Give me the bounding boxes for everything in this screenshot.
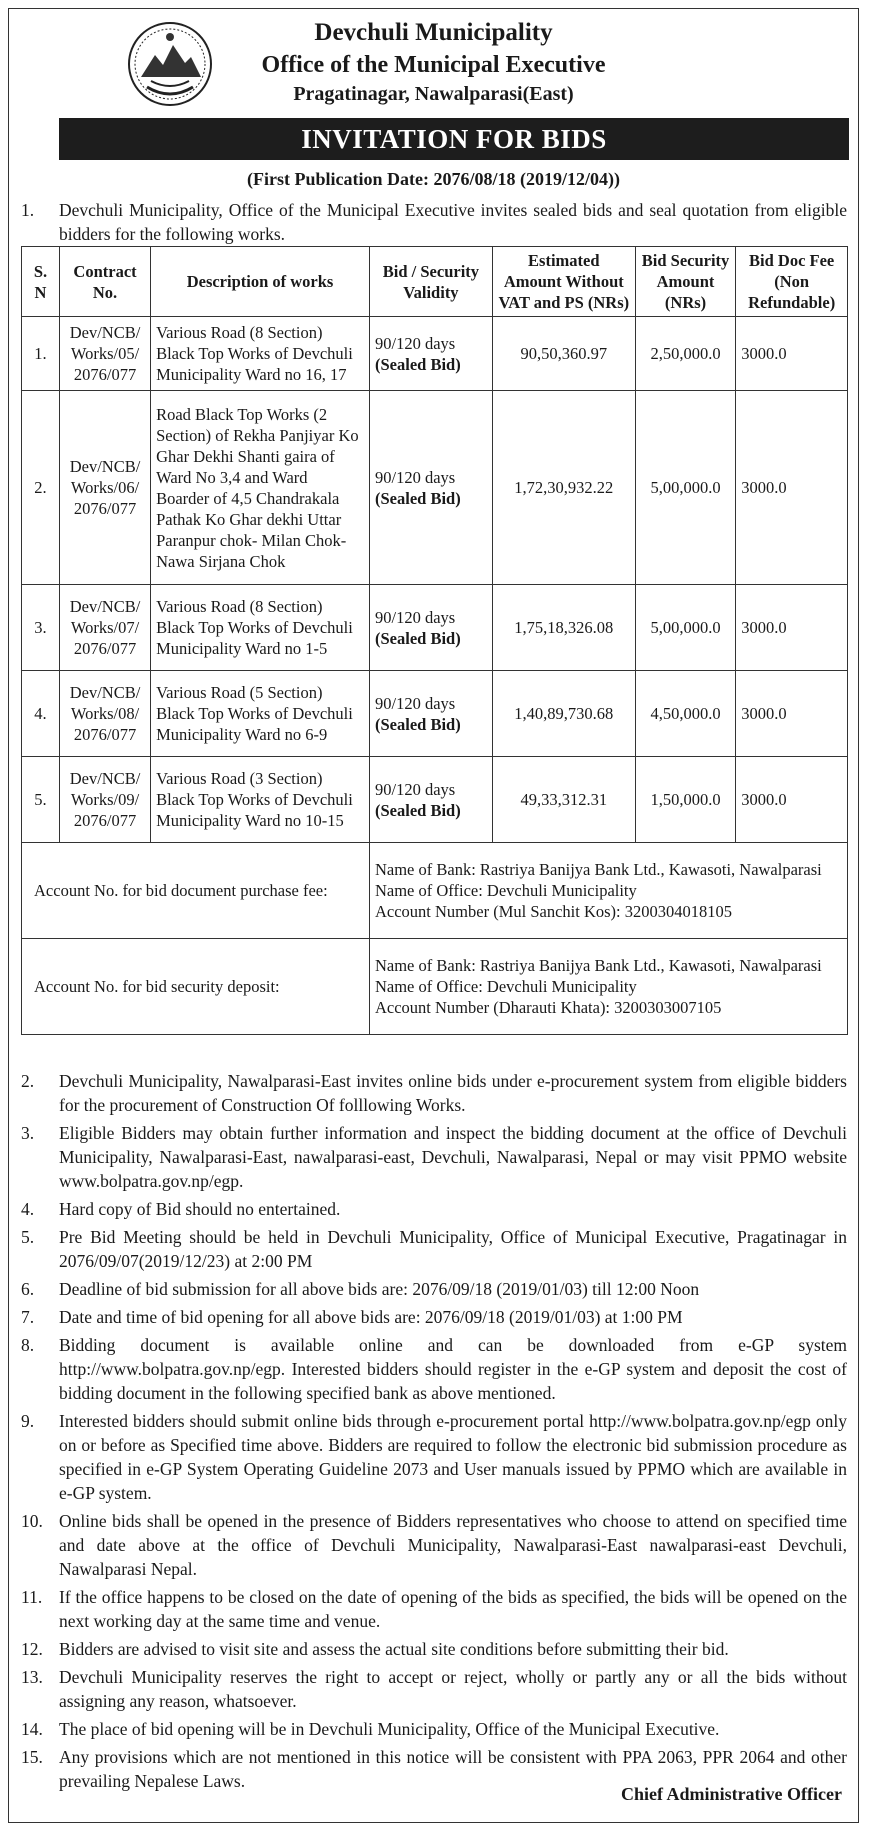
- item-text: Online bids shall be opened in the presence of Bidders representatives who choose to attend on specified time and date above at the office of Devchuli Municipality, Nawalparasi-East nawalparasi-east Devchuli, Nawalparasi Nepal.: [59, 1511, 847, 1579]
- cell-security: 1,50,000.0: [635, 757, 736, 843]
- item-text: Devchuli Municipality, Nawalparasi-East invites online bids under e-procurement system from eligible bidders for the procurement of Construction Of folllowing Works.: [59, 1071, 847, 1115]
- cell-description: Road Black Top Works (2 Section) of Rekha Panjiyar Ko Ghar Dekhi Shanti gaira of Ward No 3,4 and Ward Boarder of 4,5 Chandrakala Pathak Ko Ghar dekhi Uttar Paranpur chok- Milan Chok- Nawa Sirjana Chok: [151, 391, 370, 585]
- list-item: [21, 1637, 847, 1661]
- item-number: 1.: [21, 200, 35, 220]
- header-sn: S. N: [22, 247, 60, 317]
- cell-fee: 3000.0: [736, 391, 848, 585]
- cell-security: 5,00,000.0: [635, 391, 736, 585]
- cell-contract: Dev/NCB/ Works/07/ 2076/077: [59, 585, 150, 671]
- list-item: [21, 1277, 847, 1301]
- account-number: Account Number (Dharauti Khata): 3200303007105: [374, 998, 722, 1017]
- cell-fee: 3000.0: [736, 757, 848, 843]
- account-fee-label: Account No. for bid document purchase fee:: [22, 843, 370, 939]
- account-security-details: [369, 939, 847, 1035]
- bank-name: Name of Bank: Rastriya Banijya Bank Ltd., Kawasoti, Nawalparasi: [374, 860, 822, 879]
- item-number: 8.: [21, 1335, 35, 1355]
- cell-contract: Dev/NCB/ Works/06/ 2076/077: [59, 391, 150, 585]
- list-item: [21, 1225, 847, 1273]
- item-text: Pre Bid Meeting should be held in Devchuli Municipality, Office of Municipal Executive, Pragatinagar in 2076/09/07(2019/12/23) at 2:00 PM: [59, 1227, 847, 1271]
- item-text: If the office happens to be closed on the date of opening of the bids as specified, the bids will be opened on the next working day at the same time and venue.: [59, 1587, 847, 1631]
- cell-description: Various Road (8 Section) Black Top Works of Devchuli Municipality Ward no 16, 17: [151, 317, 370, 391]
- table-row: [22, 757, 848, 843]
- validity-days: 90/120 days: [374, 467, 456, 487]
- cell-amount: 1,75,18,326.08: [492, 585, 635, 671]
- cell-contract: Dev/NCB/ Works/05/ 2076/077: [59, 317, 150, 391]
- cell-sn: 3.: [22, 585, 60, 671]
- list-item: [21, 1409, 847, 1505]
- item-number: 13.: [21, 1667, 43, 1687]
- item-text: Devchuli Municipality reserves the right to accept or reject, wholly or partly any or all the bids without assigning any reason, whatsoever.: [59, 1667, 847, 1711]
- cell-sn: 1.: [22, 317, 60, 391]
- item-text: Bidding document is available online and can be downloaded from e-GP system http://www.bolpatra.gov.np/egp. Interested bidders should register in the e-GP system and deposit the cost of bidding document in the following specified bank as above mentioned.: [59, 1335, 847, 1403]
- item-number: 14.: [21, 1719, 43, 1739]
- office-name-line: Name of Office: Devchuli Municipality: [374, 977, 637, 996]
- sealed-bid-label: (Sealed Bid): [374, 800, 461, 820]
- header-validity: Bid / Security Validity: [369, 247, 492, 317]
- header-doc-fee: Bid Doc Fee (Non Refundable): [736, 247, 848, 317]
- item-text: Date and time of bid opening for all above bids are: 2076/09/18 (2019/01/03) at 1:00 PM: [59, 1307, 683, 1327]
- cell-validity: [369, 585, 492, 671]
- org-name: Devchuli Municipality: [314, 19, 553, 46]
- list-item: [21, 1305, 847, 1329]
- item-text: Hard copy of Bid should no entertained.: [59, 1199, 341, 1219]
- list-item: [21, 1717, 847, 1741]
- cell-fee: 3000.0: [736, 671, 848, 757]
- table-row: [22, 391, 848, 585]
- list-item: [21, 1665, 847, 1713]
- cell-sn: 2.: [22, 391, 60, 585]
- notice-title-banner: INVITATION FOR BIDS: [59, 118, 849, 160]
- item-text: Bidders are advised to visit site and assess the actual site conditions before submitting their bid.: [59, 1639, 729, 1659]
- account-fee-details: [369, 843, 847, 939]
- bids-table: [21, 246, 848, 1035]
- cell-security: 5,00,000.0: [635, 585, 736, 671]
- cell-amount: 1,40,89,730.68: [492, 671, 635, 757]
- list-item-intro: [21, 198, 847, 246]
- list-item: [21, 1509, 847, 1581]
- header-estimated-amount: Estimated Amount Without VAT and PS (NRs): [492, 247, 635, 317]
- item-text: Interested bidders should submit online bids through e-procurement portal http://www.bolpatra.gov.np/egp only on or before as Specified time above. Bidders are required to follow the electronic bid submission procedure as specified in e-GP System Operating Guideline 2073 and User manuals issued by PPMO which are available in e-GP system.: [59, 1411, 847, 1503]
- cell-sn: 4.: [22, 671, 60, 757]
- sealed-bid-label: (Sealed Bid): [374, 488, 461, 508]
- cell-amount: 90,50,360.97: [492, 317, 635, 391]
- letterhead: [9, 9, 858, 109]
- office-name-line: Name of Office: Devchuli Municipality: [374, 881, 637, 900]
- item-text: Eligible Bidders may obtain further information and inspect the bidding document at the office of Devchuli Municipality, Nawalparasi-East, nawalparasi-east, Devchuli, Nawalparasi, Nepal or may visit PPMO website www.bolpatra.gov.np/egp.: [59, 1123, 847, 1191]
- cell-validity: [369, 317, 492, 391]
- account-security-label: Account No. for bid security deposit:: [22, 939, 370, 1035]
- cell-validity: [369, 671, 492, 757]
- validity-days: 90/120 days: [374, 607, 456, 627]
- cell-contract: Dev/NCB/ Works/08/ 2076/077: [59, 671, 150, 757]
- header-description: Description of works: [151, 247, 370, 317]
- item-number: 15.: [21, 1747, 43, 1767]
- sealed-bid-label: (Sealed Bid): [374, 628, 461, 648]
- cell-security: 2,50,000.0: [635, 317, 736, 391]
- table-header-row: [22, 247, 848, 317]
- cell-security: 4,50,000.0: [635, 671, 736, 757]
- cell-description: Various Road (8 Section) Black Top Works of Devchuli Municipality Ward no 1-5: [151, 585, 370, 671]
- signatory-title: Chief Administrative Officer: [621, 1784, 842, 1804]
- publication-date: (First Publication Date: 2076/08/18 (2019/12/04)): [247, 169, 620, 189]
- item-text: Any provisions which are not mentioned in this notice will be consistent with PPA 2063, PPR 2064 and other prevailing Nepalese Laws.: [59, 1747, 847, 1791]
- office-name: Office of the Municipal Executive: [261, 52, 606, 78]
- item-text: Deadline of bid submission for all above bids are: 2076/09/18 (2019/01/03) till 12:00 Noon: [59, 1279, 700, 1299]
- cell-amount: 49,33,312.31: [492, 757, 635, 843]
- item-number: 2.: [21, 1071, 35, 1091]
- item-number: 12.: [21, 1639, 43, 1659]
- list-item: [21, 1333, 847, 1405]
- notice-page: [8, 8, 859, 1823]
- account-number: Account Number (Mul Sanchit Kos): 3200304018105: [374, 902, 732, 921]
- list-item: [21, 1069, 847, 1117]
- bank-name: Name of Bank: Rastriya Banijya Bank Ltd., Kawasoti, Nawalparasi: [374, 956, 822, 975]
- item-number: 7.: [21, 1307, 35, 1327]
- sealed-bid-label: (Sealed Bid): [374, 354, 461, 374]
- validity-days: 90/120 days: [374, 333, 456, 353]
- item-number: 5.: [21, 1227, 35, 1247]
- list-item: [21, 1197, 847, 1221]
- table-row: [22, 585, 848, 671]
- validity-days: 90/120 days: [374, 693, 456, 713]
- list-item: [21, 1121, 847, 1193]
- sealed-bid-label: (Sealed Bid): [374, 714, 461, 734]
- cell-contract: Dev/NCB/ Works/09/ 2076/077: [59, 757, 150, 843]
- item-number: 4.: [21, 1199, 35, 1219]
- cell-description: Various Road (3 Section) Black Top Works of Devchuli Municipality Ward no 10-15: [151, 757, 370, 843]
- account-row-fee: [22, 843, 848, 939]
- cell-fee: 3000.0: [736, 317, 848, 391]
- cell-amount: 1,72,30,932.22: [492, 391, 635, 585]
- cell-sn: 5.: [22, 757, 60, 843]
- cell-fee: 3000.0: [736, 585, 848, 671]
- account-row-security: [22, 939, 848, 1035]
- header-contract: Contract No.: [59, 247, 150, 317]
- item-number: 10.: [21, 1511, 43, 1531]
- cell-validity: [369, 391, 492, 585]
- table-row: [22, 671, 848, 757]
- item-number: 11.: [21, 1587, 43, 1607]
- cell-validity: [369, 757, 492, 843]
- office-address: Pragatinagar, Nawalparasi(East): [293, 83, 574, 105]
- item-number: 6.: [21, 1279, 35, 1299]
- item-number: 3.: [21, 1123, 35, 1143]
- header-bid-security: Bid Security Amount (NRs): [635, 247, 736, 317]
- item-number: 9.: [21, 1411, 35, 1431]
- list-item: [21, 1585, 847, 1633]
- item-text: Devchuli Municipality, Office of the Municipal Executive invites sealed bids and seal quotation from eligible bidders for the following works.: [59, 200, 847, 244]
- table-row: [22, 317, 848, 391]
- cell-description: Various Road (5 Section) Black Top Works of Devchuli Municipality Ward no 6-9: [151, 671, 370, 757]
- item-text: The place of bid opening will be in Devchuli Municipality, Office of the Municipal Executive.: [59, 1719, 720, 1739]
- validity-days: 90/120 days: [374, 779, 456, 799]
